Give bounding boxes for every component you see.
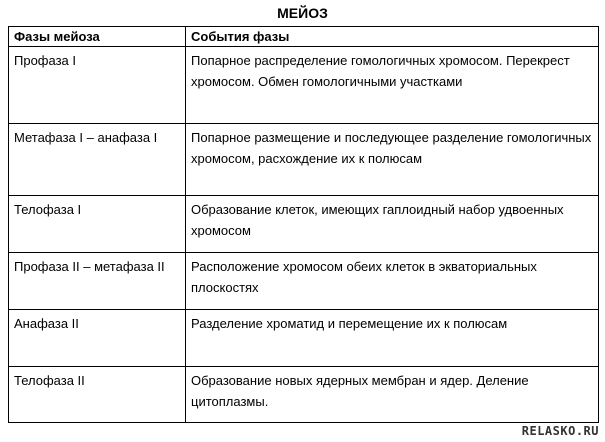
table-header-row [9,27,599,47]
watermark: RELASKO.RU [521,424,599,438]
header-events: События фазы [186,27,599,47]
table-row [9,47,599,124]
phase-cell: Телофаза II [9,367,186,423]
events-cell: Попарное распределение гомологичных хромосом. Перекрест хромосом. Обмен гомологичными участками [186,47,599,124]
table-row [9,310,599,367]
phase-cell: Телофаза I [9,196,186,253]
table-row [9,196,599,253]
phase-cell: Анафаза II [9,310,186,367]
events-cell: Попарное размещение и последующее разделение гомологичных хромосом, расхождение их к полюсам [186,124,599,196]
phase-cell: Профаза II – метафаза II [9,253,186,310]
table-row [9,367,599,423]
events-cell: Разделение хроматид и перемещение их к полюсам [186,310,599,367]
events-cell: Образование клеток, имеющих гаплоидный набор удвоенных хромосом [186,196,599,253]
events-cell: Образование новых ядерных мембран и ядер. Деление цитоплазмы. [186,367,599,423]
phase-cell: Метафаза I – анафаза I [9,124,186,196]
meiosis-phases-table [8,26,599,423]
table-row [9,124,599,196]
header-phases: Фазы мейоза [9,27,186,47]
table-row [9,253,599,310]
events-cell: Расположение хромосом обеих клеток в экваториальных плоскостях [186,253,599,310]
phase-cell: Профаза I [9,47,186,124]
page-title: МЕЙОЗ [277,5,328,21]
